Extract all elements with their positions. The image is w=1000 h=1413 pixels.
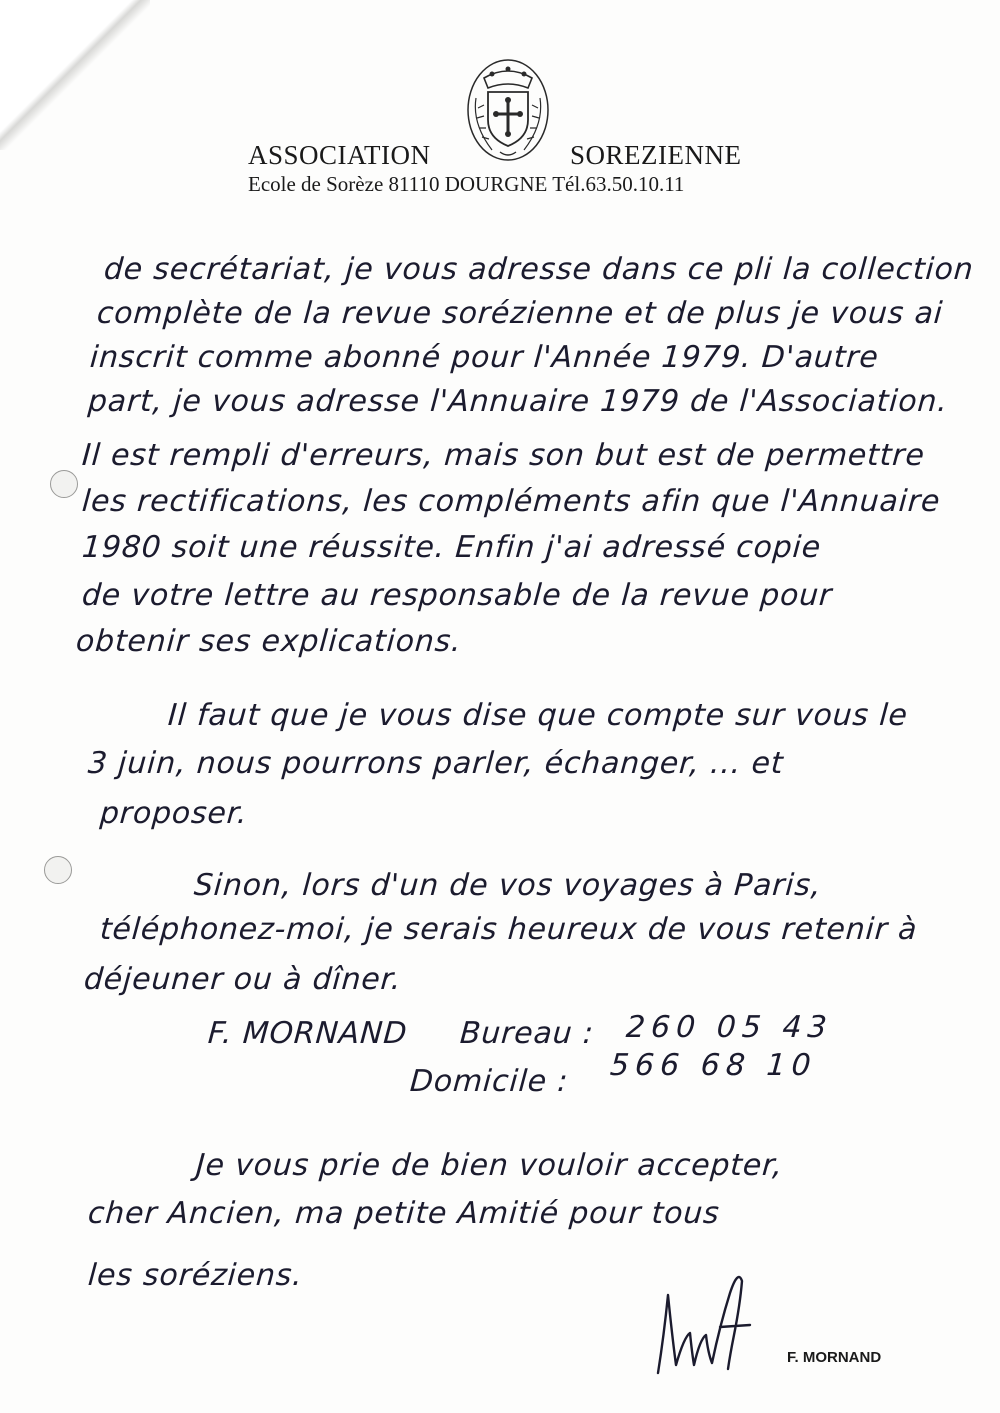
body-line: 1980 soit une réussite. Enfin j'ai adressé copie: [80, 530, 823, 565]
body-line: proposer.: [98, 796, 249, 831]
body-line: Il est rempli d'erreurs, mais son but est de permettre: [80, 438, 926, 473]
body-line: part, je vous adresse l'Annuaire 1979 de l'Association.: [86, 384, 949, 419]
office-label: Bureau :: [458, 1016, 596, 1051]
body-line: inscrit comme abonné pour l'Année 1979. D'autre: [88, 340, 880, 375]
folded-corner: [0, 0, 150, 150]
letterhead-name: [0, 140, 1000, 174]
office-phone: 260 05 43: [624, 1010, 834, 1045]
punch-hole-top: [50, 470, 78, 498]
body-line: les rectifications, les compléments afin que l'Annuaire: [80, 484, 942, 519]
home-phone: 566 68 10: [608, 1048, 818, 1083]
letterhead-name-right: SOREZIENNE: [570, 140, 742, 170]
closing-line: Je vous prie de bien vouloir accepter,: [194, 1148, 785, 1183]
punch-hole-bottom: [44, 856, 72, 884]
body-line: Il faut que je vous dise que compte sur vous le: [166, 698, 909, 733]
handwritten-signature: [650, 1265, 770, 1385]
contact-name: F. MORNAND: [206, 1016, 409, 1051]
closing-line: cher Ancien, ma petite Amitié pour tous: [86, 1196, 721, 1231]
body-line: de votre lettre au responsable de la revue pour: [80, 578, 834, 613]
body-line: complète de la revue sorézienne et de plus je vous ai: [95, 296, 945, 331]
body-line: déjeuner ou à dîner.: [82, 962, 403, 997]
letterhead-address: Ecole de Sorèze 81110 DOURGNE Tél.63.50.10.11: [248, 172, 685, 196]
body-line: 3 juin, nous pourrons parler, échanger, ... et: [86, 746, 785, 781]
body-line: de secrétariat, je vous adresse dans ce pli la collection: [102, 252, 975, 287]
body-line: obtenir ses explications.: [74, 624, 463, 659]
home-label: Domicile :: [408, 1064, 570, 1099]
signature-stamp: F. MORNAND: [787, 1349, 882, 1366]
closing-line: les soréziens.: [86, 1258, 304, 1293]
letterhead-name-left: ASSOCIATION: [248, 140, 431, 170]
body-line: Sinon, lors d'un de vos voyages à Paris,: [192, 868, 823, 903]
body-line: téléphonez-moi, je serais heureux de vous retenir à: [98, 912, 919, 947]
